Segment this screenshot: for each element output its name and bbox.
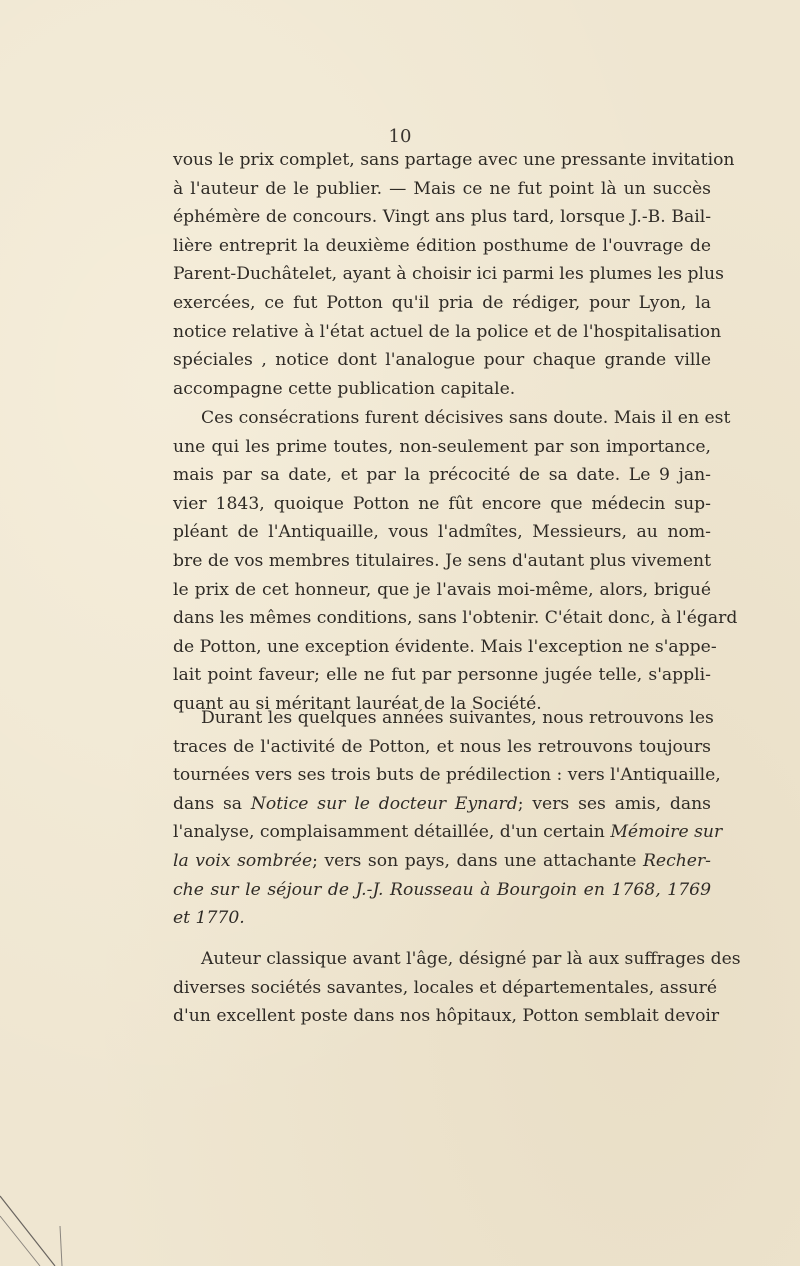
text-line: pléant de l'Antiquaille, vous l'admîtes, Messieurs, au nom- (173, 522, 711, 543)
text-line: tournées vers ses trois buts de prédilection : vers l'Antiquaille, (173, 765, 721, 786)
text-line: diverses sociétés savantes, locales et départementales, assuré (173, 977, 717, 998)
text-line (173, 818, 723, 847)
paragraph-4 (173, 945, 741, 1031)
italic-title-memoire: Mémoire sur (610, 822, 723, 843)
text-line: d'un excellent poste dans nos hôpitaux, Potton semblait devoir (173, 1006, 720, 1027)
text-line (173, 904, 711, 933)
text-span: l'analyse, complaisamment détaillée, d'un certain (173, 822, 605, 843)
text-span: ; vers ses amis, dans (517, 793, 712, 814)
italic-title-recherche: Recher- (642, 850, 711, 871)
italic-title-voix: la voix sombrée (173, 850, 313, 871)
text-line: Auteur classique avant l'âge, désigné par là aux suffrages des (201, 949, 741, 969)
text-line (173, 876, 711, 905)
page-corner-fold (0, 1186, 70, 1266)
paragraph-1 (173, 146, 735, 403)
text-line: exercées, ce fut Potton qu'il pria de rédiger, pour Lyon, la (173, 292, 711, 313)
text-line: Parent-Duchâtelet, ayant à choisir ici parmi les plumes les plus (173, 264, 724, 285)
text-line: éphémère de concours. Vingt ans plus tard, lorsque J.-B. Bail- (173, 207, 711, 228)
text-line: vier 1843, quoique Potton ne fût encore que médecin sup- (173, 493, 711, 514)
text-line: à l'auteur de le publier. — Mais ce ne fut point là un succès (173, 178, 711, 199)
text-span: dans sa (173, 793, 243, 814)
paragraph-2 (173, 404, 738, 719)
italic-title-recherche-end: et 1770. (173, 908, 245, 929)
text-line: une qui les prime toutes, non-seulement par son importance, (173, 436, 711, 457)
text-line: dans les mêmes conditions, sans l'obtenir. C'était donc, à l'égard (173, 608, 738, 629)
text-line: mais par sa date, et par la précocité de sa date. Le 9 jan- (173, 465, 711, 486)
page-number: 10 (388, 126, 412, 147)
paragraph-3 (173, 704, 723, 933)
italic-title-recherche-cont: che sur le séjour de J.-J. Rousseau à Bourgoin en 1768, 1769 (173, 879, 711, 900)
text-line (173, 847, 711, 876)
text-line: spéciales , notice dont l'analogue pour chaque grande ville (173, 350, 711, 371)
italic-title-notice: Notice sur le docteur Eynard (250, 793, 518, 814)
text-line: le prix de cet honneur, que je l'avais moi-même, alors, brigué (173, 579, 711, 600)
text-line: notice relative à l'état actuel de la police et de l'hospitalisation (173, 321, 722, 342)
text-line: traces de l'activité de Potton, et nous les retrouvons toujours (173, 736, 711, 757)
text-line: accompagne cette publication capitale. (173, 378, 516, 399)
text-line: lière entreprit la deuxième édition posthume de l'ouvrage de (173, 235, 711, 256)
text-line: Ces consécrations furent décisives sans doute. Mais il en est (201, 408, 731, 428)
text-line: bre de vos membres titulaires. Je sens d'autant plus vivement (173, 550, 711, 571)
text-line: lait point faveur; elle ne fut par personne jugée telle, s'appli- (173, 665, 711, 686)
text-line (173, 790, 711, 819)
text-line: quant au si méritant lauréat de la Société. (173, 693, 542, 714)
text-line: de Potton, une exception évidente. Mais l'exception ne s'appe- (173, 636, 717, 657)
text-line: Durant les quelques années suivantes, nous retrouvons les (201, 708, 714, 728)
text-span: ; vers son pays, dans une attachante (312, 850, 637, 871)
text-line: vous le prix complet, sans partage avec une pressante invitation (173, 150, 735, 170)
